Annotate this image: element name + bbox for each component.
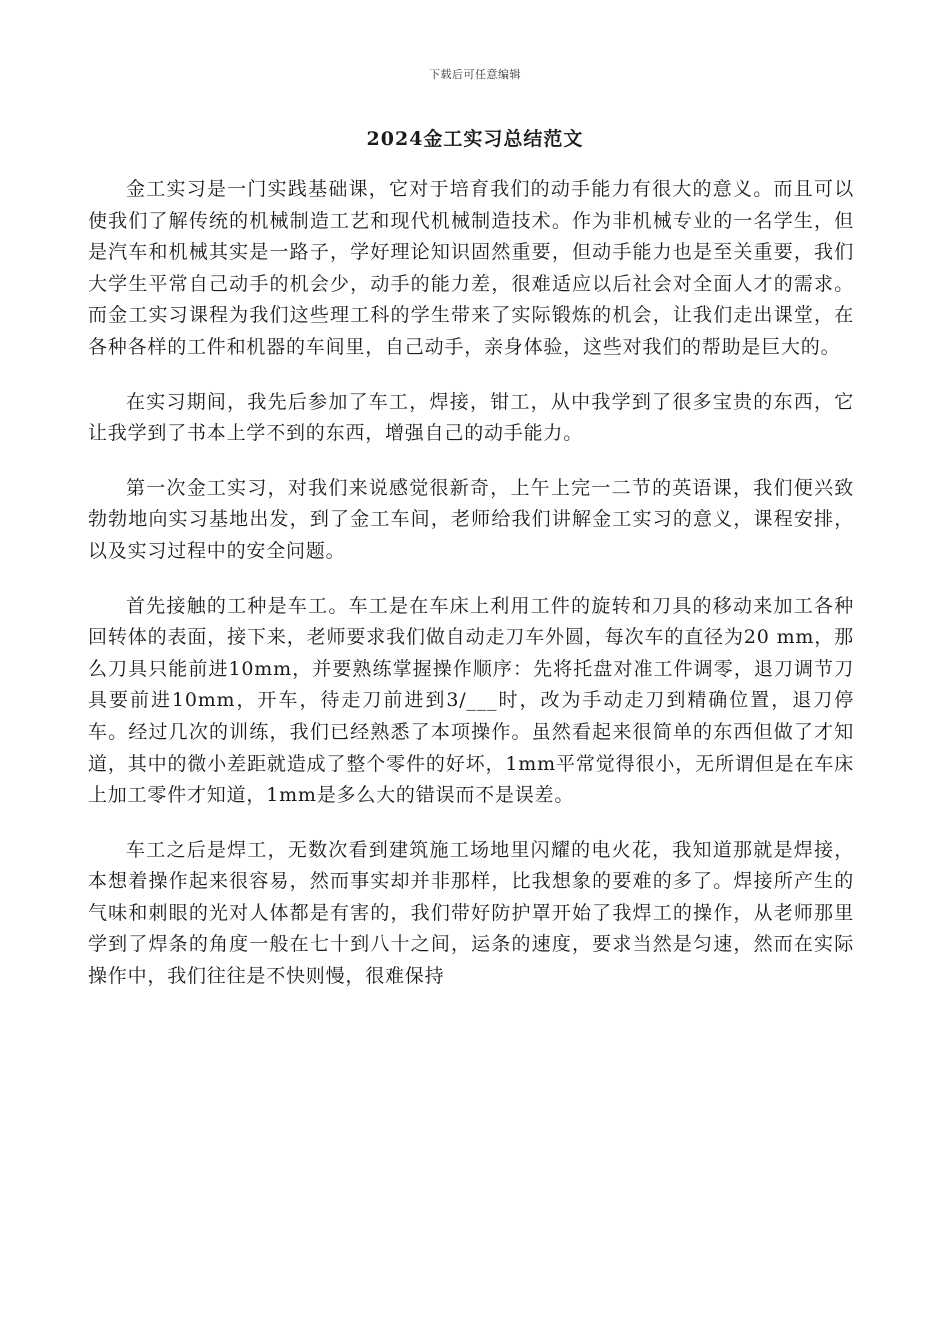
document-title: 2024金工实习总结范文 [366,128,584,150]
document-body [88,174,854,1016]
paragraph-2: 在实习期间，我先后参加了车工，焊接，钳工，从中我学到了很多宝贵的东西，它让我学到了书本上学不到的东西，增强自己的动手能力。 [88,390,854,445]
paragraph-1: 金工实习是一门实践基础课，它对于培育我们的动手能力有很大的意义。而且可以使我们了解传统的机械制造工艺和现代机械制造技术。作为非机械专业的一名学生，但是汽车和机械其实是一路子，学好理论知识固然重要，但动手能力也是至关重要，我们大学生平常自己动手的机会少，动手的能力差，很难适应以后社会对全面人才的需求。而金工实习课程为我们这些理工科的学生带来了实际锻炼的机会，让我们走出课堂，在各种各样的工件和机器的车间里，自己动手，亲身体验，这些对我们的帮助是巨大的。 [88,178,854,358]
paragraph-3: 第一次金工实习，对我们来说感觉很新奇，上午上完一二节的英语课，我们便兴致勃勃地向实习基地出发，到了金工车间，老师给我们讲解金工实习的意义，课程安排，以及实习过程中的安全问题。 [88,476,854,562]
paragraph-5: 车工之后是焊工，无数次看到建筑施工场地里闪耀的电火花，我知道那就是焊接，本想着操作起来很容易，然而事实却并非那样，比我想象的要难的多了。焊接所产生的气味和刺眼的光对人体都是有害的，我们带好防护罩开始了我焊工的操作，从老师那里学到了焊条的角度一般在七十到八十之间，运条的速度，要求当然是匀速，然而在实际操作中，我们往往是不快则慢，很难保持 [88,838,854,988]
header-note: 下载后可任意编辑 [429,68,521,81]
paragraph-4: 首先接触的工种是车工。车工是在车床上利用工件的旋转和刀具的移动来加工各种回转体的表面，接下来，老师要求我们做自动走刀车外圆，每次车的直径为20 mm，那么刀具只能前进10mm，并要熟练掌握操作顺序：先将托盘对准工件调零，退刀调节刀具要前进10mm，开车，待走刀前进到3/___时，改为手动走刀到精确位置，退刀停车。经过几次的训练，我们已经熟悉了本项操作。虽然看起来很简单的东西但做了才知道，其中的微小差距就造成了整个零件的好坏，1mm平常觉得很小，无所谓但是在车床上加工零件才知道，1mm是多么大的错误而不是误差。 [88,594,854,807]
